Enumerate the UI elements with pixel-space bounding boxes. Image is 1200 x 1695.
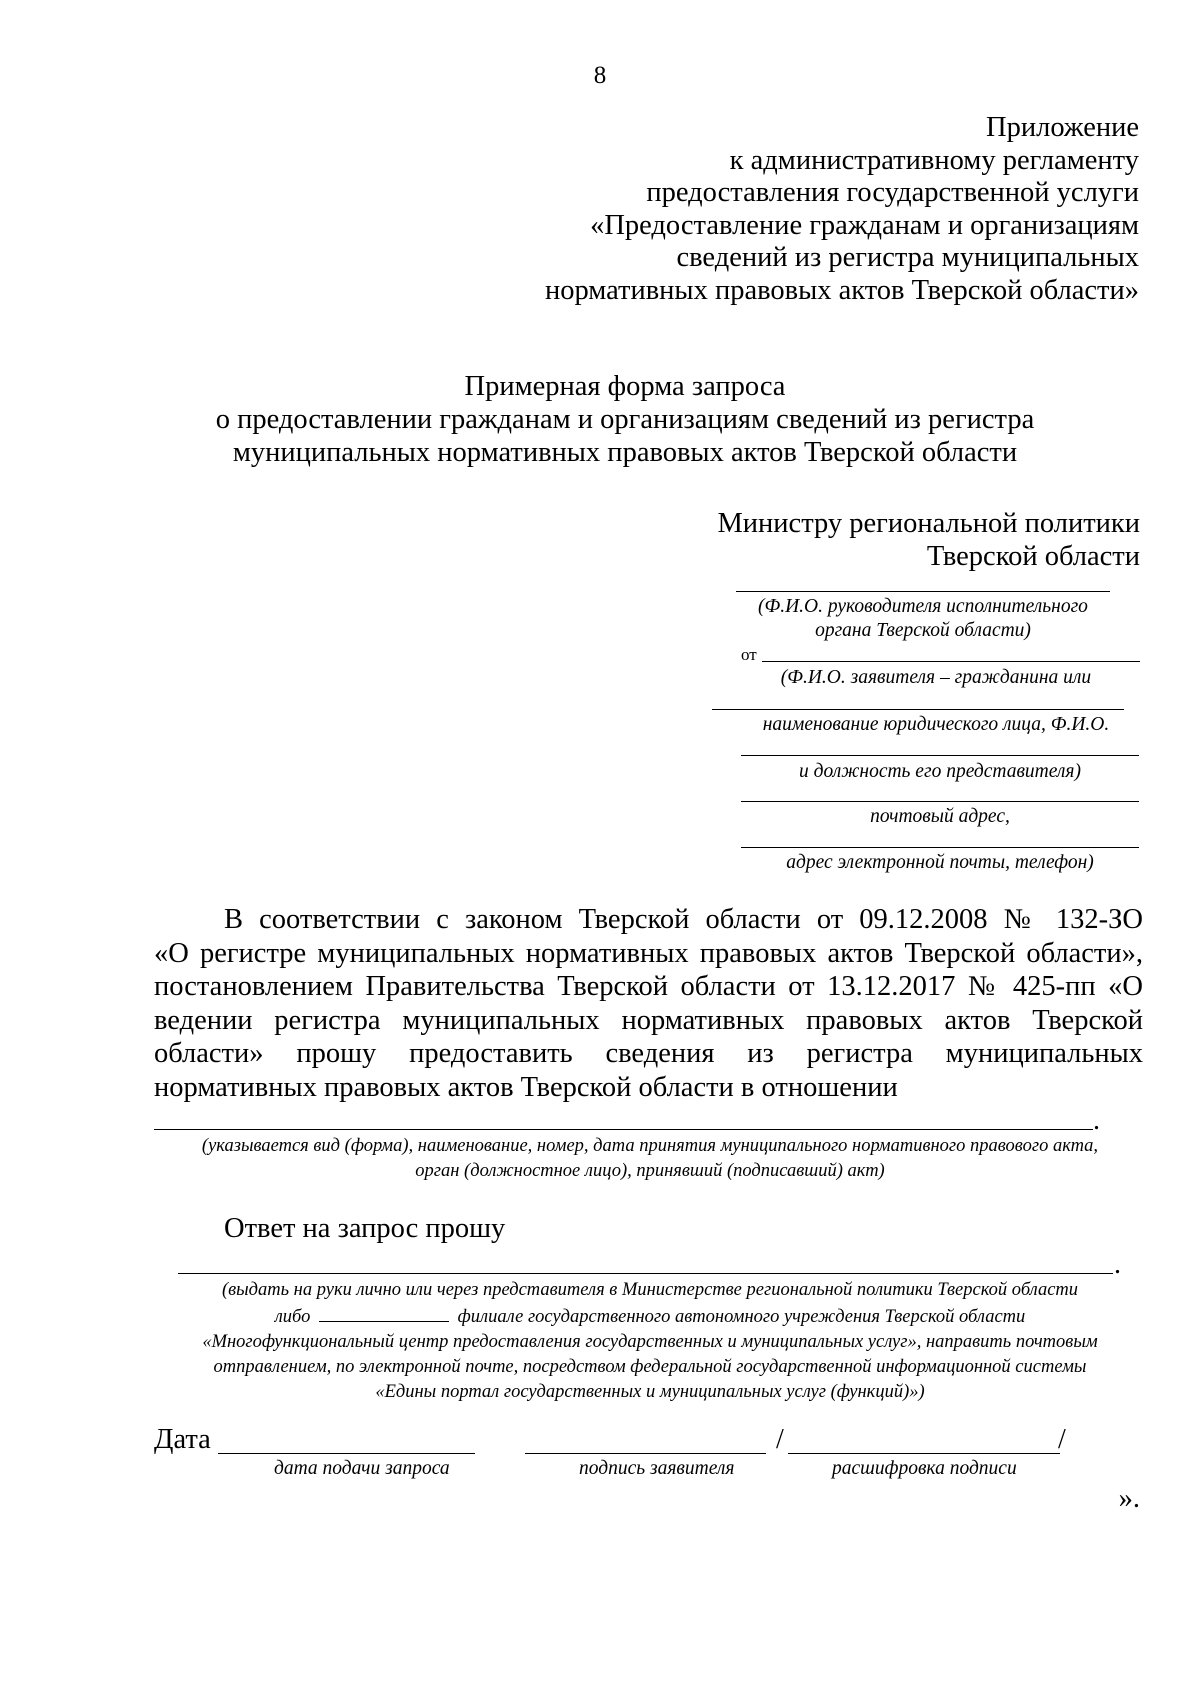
head-fio-line[interactable] xyxy=(736,591,1110,592)
paragraph-line: ведении регистра муниципальных нормативных правовых актов Тверской xyxy=(154,1004,1143,1036)
paragraph-line: В соответствии с законом Тверской области от 09.12.2008 № 132-ЗО xyxy=(224,904,1143,935)
date-label: Дата xyxy=(154,1424,211,1455)
hint-text-row xyxy=(100,1303,1200,1330)
decoding-hint: расшифровка подписи xyxy=(832,1458,1017,1479)
email-hint: адрес электронной почты, телефон) xyxy=(786,852,1094,873)
hint-text: (указывается вид (форма), наименование, номер, дата принятия муниципального нормативного правового акта, xyxy=(201,1136,1099,1156)
appendix-line: нормативных правовых актов Тверской области» xyxy=(544,274,1139,306)
branch-blank[interactable] xyxy=(319,1303,449,1322)
answer-label: Ответ на запрос прошу xyxy=(224,1213,506,1244)
signature-hint: подпись заявителя xyxy=(579,1458,735,1479)
act-details-dot: . xyxy=(1093,1105,1100,1136)
paragraph-line: «О регистре муниципальных нормативных правовых актов Тверской области», xyxy=(154,937,1143,969)
page-number: 8 xyxy=(593,62,607,89)
paragraph-line: нормативных правовых актов Тверской области в отношении xyxy=(154,1071,898,1103)
hint-text: «Многофункциональный центр предоставления государственных и муниципальных услуг», направить почтовым xyxy=(202,1332,1098,1352)
hint-text: либо xyxy=(274,1307,311,1327)
appendix-header xyxy=(545,112,1139,307)
appendix-line: предоставления государственной услуги xyxy=(646,177,1139,208)
hint-text: отправлением, по электронной почте, посредством федеральной государственной информационной системы xyxy=(213,1357,1087,1377)
paragraph-line: области» прошу предоставить сведения из регистра муниципальных xyxy=(154,1038,1143,1069)
slash-right: / xyxy=(1058,1424,1066,1455)
hint-text: органа Тверской области) xyxy=(815,620,1031,641)
signature-line[interactable] xyxy=(525,1453,766,1454)
postal-hint: почтовый адрес, xyxy=(870,806,1010,827)
slash-left: / xyxy=(776,1424,784,1455)
closing-quote: ». xyxy=(1118,1483,1140,1514)
addressee xyxy=(717,507,1140,573)
request-paragraph xyxy=(154,903,1143,1104)
answer-method-hint xyxy=(100,1278,1200,1405)
act-details-line[interactable] xyxy=(154,1129,1093,1130)
email-line[interactable] xyxy=(741,847,1139,848)
position-line[interactable] xyxy=(741,755,1139,756)
form-title xyxy=(0,370,1200,469)
answer-method-line[interactable] xyxy=(178,1273,1113,1274)
hint-text: «Едины портал государственных и муниципальных услуг (функций)») xyxy=(375,1382,925,1402)
hint-text: (Ф.И.О. руководителя исполнительного xyxy=(758,596,1088,617)
appendix-line: Приложение xyxy=(986,112,1139,143)
hint-text: филиале государственного автономного учреждения Тверской области xyxy=(457,1307,1026,1327)
appendix-line: сведений из регистра муниципальных xyxy=(676,242,1139,273)
act-details-hint xyxy=(100,1134,1200,1184)
form-title-line: Примерная форма запроса xyxy=(464,371,786,402)
appendix-line: «Предоставление гражданам и организациям xyxy=(590,209,1139,241)
applicant-fio-hint: (Ф.И.О. заявителя – гражданина или xyxy=(780,667,1092,688)
signature-decoding-line[interactable] xyxy=(788,1453,1060,1454)
postal-line[interactable] xyxy=(741,801,1139,802)
addressee-line: Тверской области xyxy=(926,541,1140,572)
legal-entity-hint: наименование юридического лица, Ф.И.О. xyxy=(762,714,1110,735)
appendix-line: к административному регламенту xyxy=(729,144,1139,176)
applicant-fio-line[interactable] xyxy=(762,661,1140,662)
form-title-line: муниципальных нормативных правовых актов Тверской области xyxy=(232,437,1018,468)
form-title-line: о предоставлении гражданам и организациям сведений из регистра xyxy=(215,404,1035,435)
paragraph-line: постановлением Правительства Тверской области от 13.12.2017 № 425-пп «О xyxy=(154,971,1143,1002)
hint-text: (выдать на руки лично или через представителя в Министерстве региональной политики Тверской области xyxy=(221,1280,1079,1300)
answer-method-dot: . xyxy=(1114,1249,1121,1280)
head-fio-hint xyxy=(736,595,1110,643)
addressee-line: Министру региональной политики xyxy=(717,508,1140,539)
position-hint: и должность его представителя) xyxy=(799,761,1081,782)
from-label: от xyxy=(741,645,757,664)
date-line[interactable] xyxy=(218,1453,475,1454)
legal-entity-line[interactable] xyxy=(712,709,1124,710)
hint-text: орган (должностное лицо), принявший (подписавший) акт) xyxy=(415,1161,885,1181)
date-hint: дата подачи запроса xyxy=(274,1458,450,1479)
